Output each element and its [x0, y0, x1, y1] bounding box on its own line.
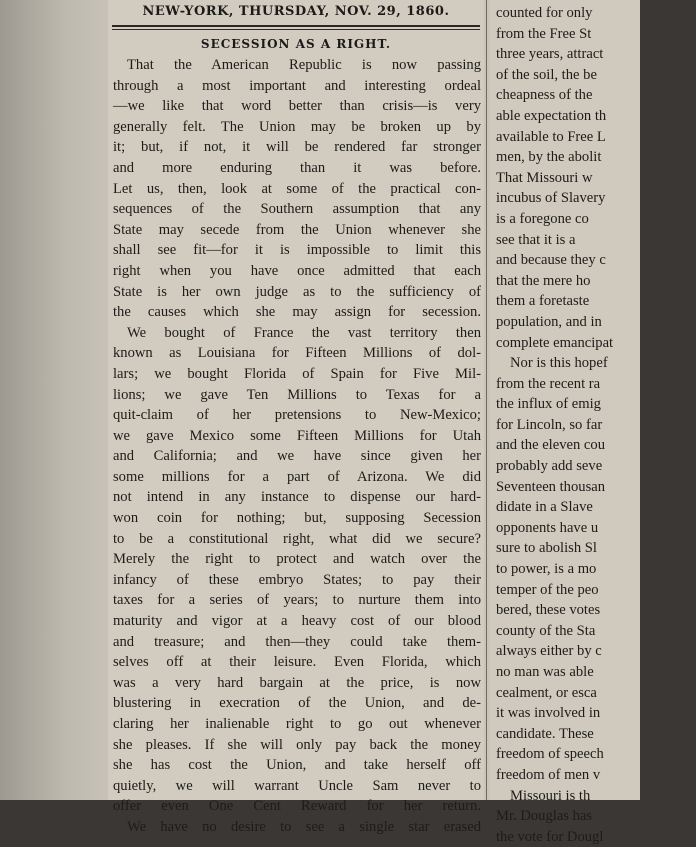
article-line: quietly, we will warrant Uncle Sam never to	[113, 777, 481, 794]
adjacent-article-line: that the mere ho	[496, 272, 591, 289]
article-line: infancy of these embryo States; to pay their	[113, 571, 481, 588]
article-line: through a most important and interesting ordeal	[113, 77, 481, 94]
article-line: won coin for nothing; but, supposing Secession	[113, 510, 481, 527]
adjacent-article-line: men, by the abolit	[496, 149, 602, 166]
adjacent-article-line: no man was able	[496, 664, 594, 680]
adjacent-article-line: the influx of emig	[496, 396, 601, 413]
adjacent-article-line: from the Free St	[496, 25, 592, 42]
article-line: and California; and we have since given her	[113, 448, 481, 465]
adjacent-article-body	[496, 3, 696, 847]
adjacent-article-line: always either by c	[496, 643, 602, 660]
article-headline: SECESSION AS A RIGHT.	[200, 37, 392, 51]
article-body	[113, 55, 481, 838]
article-line: lions; we gave Ten Millions to Texas for a	[113, 386, 481, 403]
article-line: Let us, then, look at some of the practical con-	[113, 180, 481, 197]
adjacent-article-line: counted for only	[496, 5, 593, 21]
header-rule-thin	[112, 29, 480, 30]
article-line: We have no desire to see a single star erased	[127, 818, 481, 835]
adjacent-article-line: probably add seve	[496, 458, 603, 475]
article-line: and treasure; and then—they could take them-	[113, 633, 481, 650]
adjacent-article-line: Missouri is th	[510, 787, 591, 804]
adjacent-article-line: bered, these votes	[496, 602, 601, 619]
adjacent-article-line: Seventeen thousan	[496, 478, 606, 495]
adjacent-article-line: them a foretaste	[496, 293, 590, 310]
adjacent-article-line: see that it is a	[496, 231, 576, 248]
article-line: offer even One Cent Reward for her return.	[113, 798, 481, 815]
article-line: taxes for a series of years; to nurture them into	[113, 592, 481, 609]
adjacent-article-line: from the recent ra	[496, 375, 601, 392]
adjacent-article-line: of the soil, the be	[496, 66, 597, 83]
adjacent-article-line: is a foregone co	[496, 210, 589, 227]
adjacent-article-line: That Missouri w	[496, 169, 593, 186]
dateline: NEW-YORK, THURSDAY, NOV. 29, 1860.	[142, 4, 450, 19]
article-line: quit-claim of her pretensions to New-Mexico;	[113, 407, 481, 424]
adjacent-article-line: three years, attract	[496, 46, 604, 63]
adjacent-article-line: freedom of speech	[496, 746, 604, 763]
article-line: some millions for a part of Arizona. We did	[113, 468, 481, 485]
adjacent-article-line: cealment, or esca	[496, 684, 597, 701]
article-line: We bought of France the vast territory then	[127, 324, 481, 341]
adjacent-article-line: candidate. These	[496, 725, 594, 742]
article-line: and more enduring than it was before.	[113, 159, 481, 176]
article-line: lars; we bought Florida of Spain for Five Mil-	[113, 365, 481, 382]
article-line: not intend in any instance to dispense our hard-	[113, 489, 481, 506]
adjacent-article-line: freedom of men v	[496, 766, 601, 783]
article-line: sequences of the Southern assumption that any	[113, 201, 481, 218]
article-line: State is her own judge as to the sufficiency of	[113, 283, 481, 300]
adjacent-article-line: available to Free L	[496, 128, 606, 145]
article-line: blustering in execration of the Union, and de-	[113, 695, 481, 712]
article-line: she has cost the Union, and take herself off	[113, 757, 481, 774]
adjacent-article-line: cheapness of the	[496, 87, 593, 104]
article-line: she pleases. If she will only pay back the money	[113, 736, 481, 753]
article-line: State may secede from the Union whenever she	[113, 221, 481, 238]
adjacent-article-line: complete emancipat	[496, 334, 614, 351]
article-line: known as Louisiana for Fifteen Millions of dol-	[113, 345, 481, 362]
adjacent-article-line: and the eleven cou	[496, 437, 605, 454]
adjacent-article-line: able expectation th	[496, 107, 607, 124]
adjacent-article-line: the vote for Dougl	[496, 828, 604, 845]
adjacent-article-line: it was involved in	[496, 705, 601, 722]
adjacent-article-line: sure to abolish Sl	[496, 540, 597, 557]
adjacent-article-line: Nor is this hopef	[510, 355, 608, 372]
adjacent-article-line: Mr. Douglas has	[496, 808, 593, 825]
article-line: the causes which she may assign for secession.	[113, 304, 481, 321]
adjacent-article-line: for Lincoln, so far	[496, 416, 603, 433]
article-line: maturity and vigor at a heavy cost of our blood	[113, 613, 481, 630]
adjacent-article-line: population, and in	[496, 313, 602, 330]
adjacent-article-line: incubus of Slavery	[496, 190, 606, 207]
article-line: claring her inalienable right to go out whenever	[113, 716, 481, 732]
adjacent-article-line: temper of the peo	[496, 581, 599, 598]
article-line: selves off at their leisure. Even Florida, which	[113, 654, 481, 671]
article-line: right when you have once admitted that each	[113, 262, 481, 279]
adjacent-article-line: to power, is a mo	[496, 561, 597, 578]
adjacent-article-line: and because they c	[496, 252, 606, 269]
article-line: generally felt. The Union may be broken up by	[113, 118, 481, 135]
column-rule	[486, 0, 487, 800]
article-line: we gave Mexico some Fifteen Millions for Utah	[113, 427, 481, 444]
article-line: it; but, if not, it will be rendered far stronger	[113, 139, 481, 156]
adjacent-article-line: opponents have u	[496, 519, 599, 536]
adjacent-article-line: county of the Sta	[496, 622, 596, 639]
article-line: was a very hard bargain at the price, is now	[113, 674, 481, 691]
article-line: Merely the right to protect and watch over the	[113, 551, 481, 568]
page-margin	[0, 0, 108, 800]
article-line: to be a constitutional right, what did we secure?	[113, 530, 481, 547]
article-line: That the American Republic is now passing	[127, 57, 481, 73]
header-rule	[112, 25, 480, 27]
article-line: —we like that word better than crisis—is very	[113, 98, 481, 115]
adjacent-article-line: didate in a Slave	[496, 499, 593, 516]
article-line: shall see fit—for it is impossible to limit this	[113, 242, 481, 259]
